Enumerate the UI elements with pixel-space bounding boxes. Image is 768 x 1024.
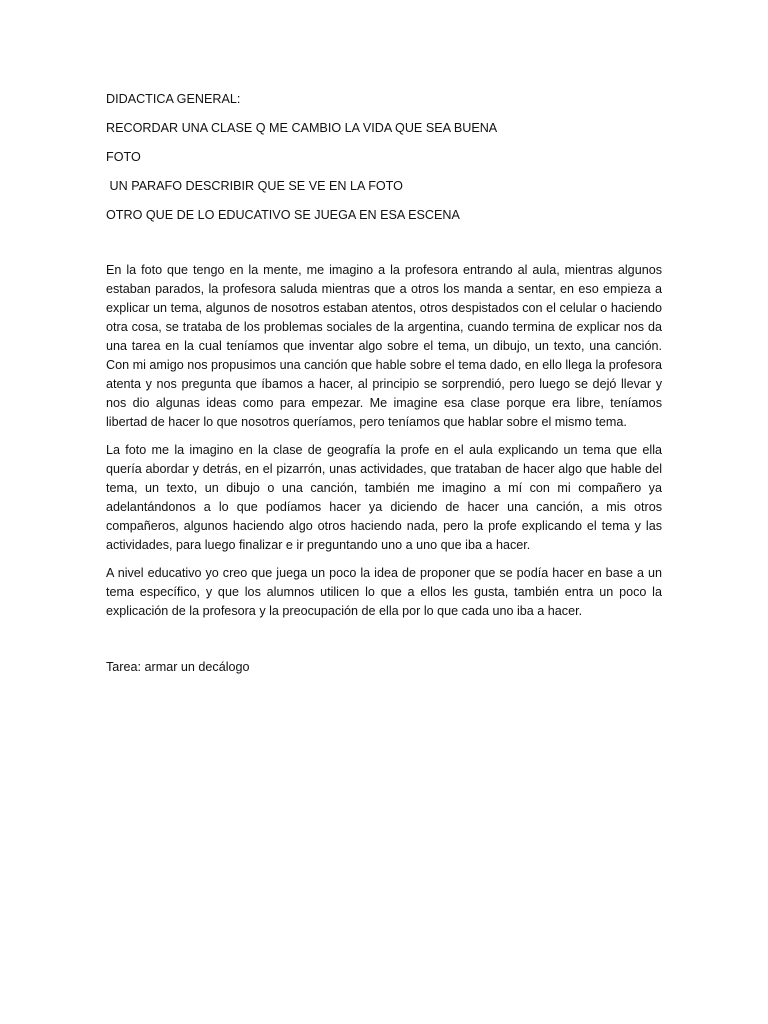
header-line-assignment: RECORDAR UNA CLASE Q ME CAMBIO LA VIDA QUE SEA BUENA [106,121,498,135]
paragraph-photo-description: En la foto que tengo en la mente, me imagino a la profesora entrando al aula, mientras algunos estaban parados, la profesora saluda mientras que a otros los manda a sentar, en eso empieza a explicar un tema, algunos de nosotros estaban atentos, otros despistados con el celular o haciendo otra cosa, se trataba de los problemas sociales de la argentina, cuando termina de explicar nos da una tarea en la cual teníamos que inventar algo sobre el tema, un dibujo, un texto, una canción. Con mi amigo nos propusimos una canción que hable sobre el tema dado, en ello llega la profesora atenta y nos pregunta que íbamos a hacer, al principio se sorprendió, pero luego se dejó llevar y nos dio algunas ideas como para empezar. Me imagine esa clase porque era libre, teníamos libertad de hacer lo que nosotros queríamos, pero teníamos que hablar sobre el mismo tema. [106,263,662,429]
section-spacer [106,630,662,658]
header-line-title: DIDACTICA GENERAL: [106,92,241,106]
header-line-foto: FOTO [106,150,141,164]
document-body [106,90,662,677]
task-line: Tarea: armar un decálogo [106,660,250,674]
section-spacer [106,235,662,261]
paragraph-geography-class: La foto me la imagino en la clase de geografía la profe en el aula explicando un tema que ella quería abordar y detrás, en el pizarrón, unas actividades, que trataban de hacer algo que hable del tema, un texto, un dibujo o una canción, también me imagino a mí con mi compañero ya adelantándonos a lo que podíamos hacer ya diciendo de hacer una canción, a mis otros compañeros, algunos haciendo algo otros haciendo nada, pero la profe explicando el tema y las actividades, para luego finalizar e ir preguntando uno a uno que iba a hacer. [106,443,662,552]
paragraph-educational-analysis: A nivel educativo yo creo que juega un poco la idea de proponer que se podía hacer en base a un tema específico, y que los alumnos utilicen lo que a ellos les gusta, también entra un poco la explicación de la profesora y la preocupación de ella por lo que cada uno iba a hacer. [106,566,662,618]
header-line-paragraph-instruction: UN PARAFO DESCRIBIR QUE SE VE EN LA FOTO [106,179,403,193]
header-line-educational-instruction: OTRO QUE DE LO EDUCATIVO SE JUEGA EN ESA ESCENA [106,208,460,222]
